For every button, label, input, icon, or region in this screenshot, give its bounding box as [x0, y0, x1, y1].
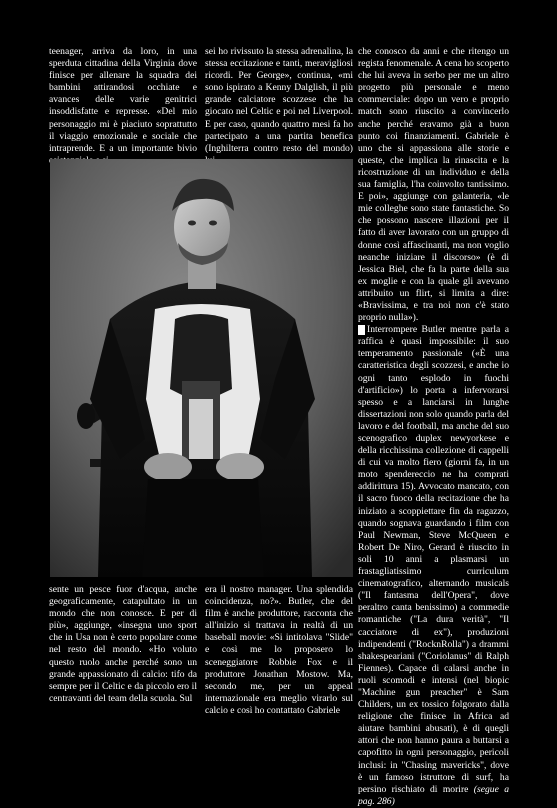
column-2-bottom-text: era il nostro manager. Una splendida coincidenza, no?». Butler, che del film è anche produttore, racconta che all'inizio si trattava in realtà di un baseball movie: «Si intitolava "Slide" e così me lo proposero lo sceneggiatore Robbie Fox e il produttore Jonathan Mostow. Ma, secondo me, per un appeal internazionale era meglio virarlo sul calcio e così ho contattato Gabriele	[205, 584, 353, 716]
paragraph-marker-square	[358, 325, 365, 335]
column-2-top-text: sei ho rivissuto la stessa adrenalina, la stessa eccitazione e tanti, meravigliosi ricordi. Per George», continua, «mi sono ispirato a Kenny Dalglish, il più grande calciatore scozzese che ha giocato nel Celtic e poi nel Liverpool. E per caso, quando quattro mesi fa ho partecipato a una partita benefica (Inghilterra contro resto del mondo)	[205, 46, 353, 154]
column-3-paragraph-1: che conosco da anni e che ritengo un regista fenomenale. A cena ho scoperto che lui aveva in serbo per me un altro progetto più personale e meno commerciale: dopo un vero e proprio match sono riuscito a convincerlo anche perché eravamo già a buon punto coi finanziamenti. Gabriele è uno che si appassiona alle storie e queste, che implica la rinascita e la ricostruzione di un individuo e della sua famiglia, l'ha coinvolto tantissimo. E poi», aggiunge con galanteria, «le mie colleghe sono state fantastiche. So che possono nascere illazioni per il fatto di aver lavorato con un gruppo di donne così affascinanti, ma non voglio neanche iniziare il discorso» (è di Jessica Biel, che fa la parte della sua ex moglie e con la quale gli avevano attribuito un flirt, si limita a dire: «Bravissima, e tra noi non c'è stato proprio nulla»).	[358, 46, 509, 324]
continued-note: (segue a pag. 286)	[358, 783, 509, 807]
column-1-top-text: teenager, arriva da loro, in una sperduta cittadina della Virginia dove finisce per allenare la squadra dei bambini attirandosi occhiate e avances delle varie genitrici insoddisfatte e represse. «Del mio personaggio mi è piaciuto soprattutto il viaggio emozionale e sociale che intraprende. E a un importante bivio	[49, 46, 197, 154]
column-3-text	[358, 46, 509, 807]
column-1-bottom-text: sente un pesce fuor d'acqua, anche geograficamente, catapultato in un mondo che non conosce. E per di più», aggiunge, «insegna uno sport che in Usa non è certo popolare come nel resto del mondo. «Ho voluto questo ruolo anche perché sono un grande appassionato di calcio: tifo da sempre per il Celtic e da piccolo ero il centravanti del team della scuola. Sul	[49, 584, 197, 704]
portrait-photo	[50, 159, 353, 577]
column-3-paragraph-2-text: Interrompere Butler mentre parla a raffica è quasi impossibile: il suo temperamento passionale («È una caratteristica degli scozzesi, e anche io ogni tanto esplodo in fuochi d'artificio») lo porta a infervorarsi spesso e a lanciarsi in lunghe dissertazioni non solo quando parla del lavoro e del football, ma anche del suo scenografico duplex newyorkese e della ricchissima collezione di cappelli di cui va molto fiero (giorni fa, in un moto spendereccio ne ha comprati addirittura 15). Avvocato mancato, con il sacro fuoco della recitazione che ha iniziato a scoppiettare fin da ragazzo, quando sognava guardando i film con Paul Newman, Steve McQueen e Robert De Niro, Gerard è riuscito in soli 10 anni a plasmarsi un frastagliatissimo curriculum cinematografico, alternando musicals ("Il fantasma dell'Opera", dove peraltro canta benissimo) a commedie romantiche ("La dura verità", "Il cacciatore di ex"), produzioni indipendenti ("RocknRolla") a drammi shakespeariani ("Coriolanus" di Ralph Fiennes). Capace di calarsi anche in ruoli scomodi e intensi (nel biopic "Machine gun preacher" è Sam Childers, un ex tossico folgorato dalla religione che finisce in Africa ad aiutare bambini abusati), è di quegli attori che non hanno paura a buttarsi a capofitto in ogni personaggio, pericoli inclusi: in "Chasing mavericks", dove è un famoso istruttore di surf, ha persino rischiato di morire	[358, 324, 509, 795]
column-3-paragraph-2	[358, 324, 509, 808]
